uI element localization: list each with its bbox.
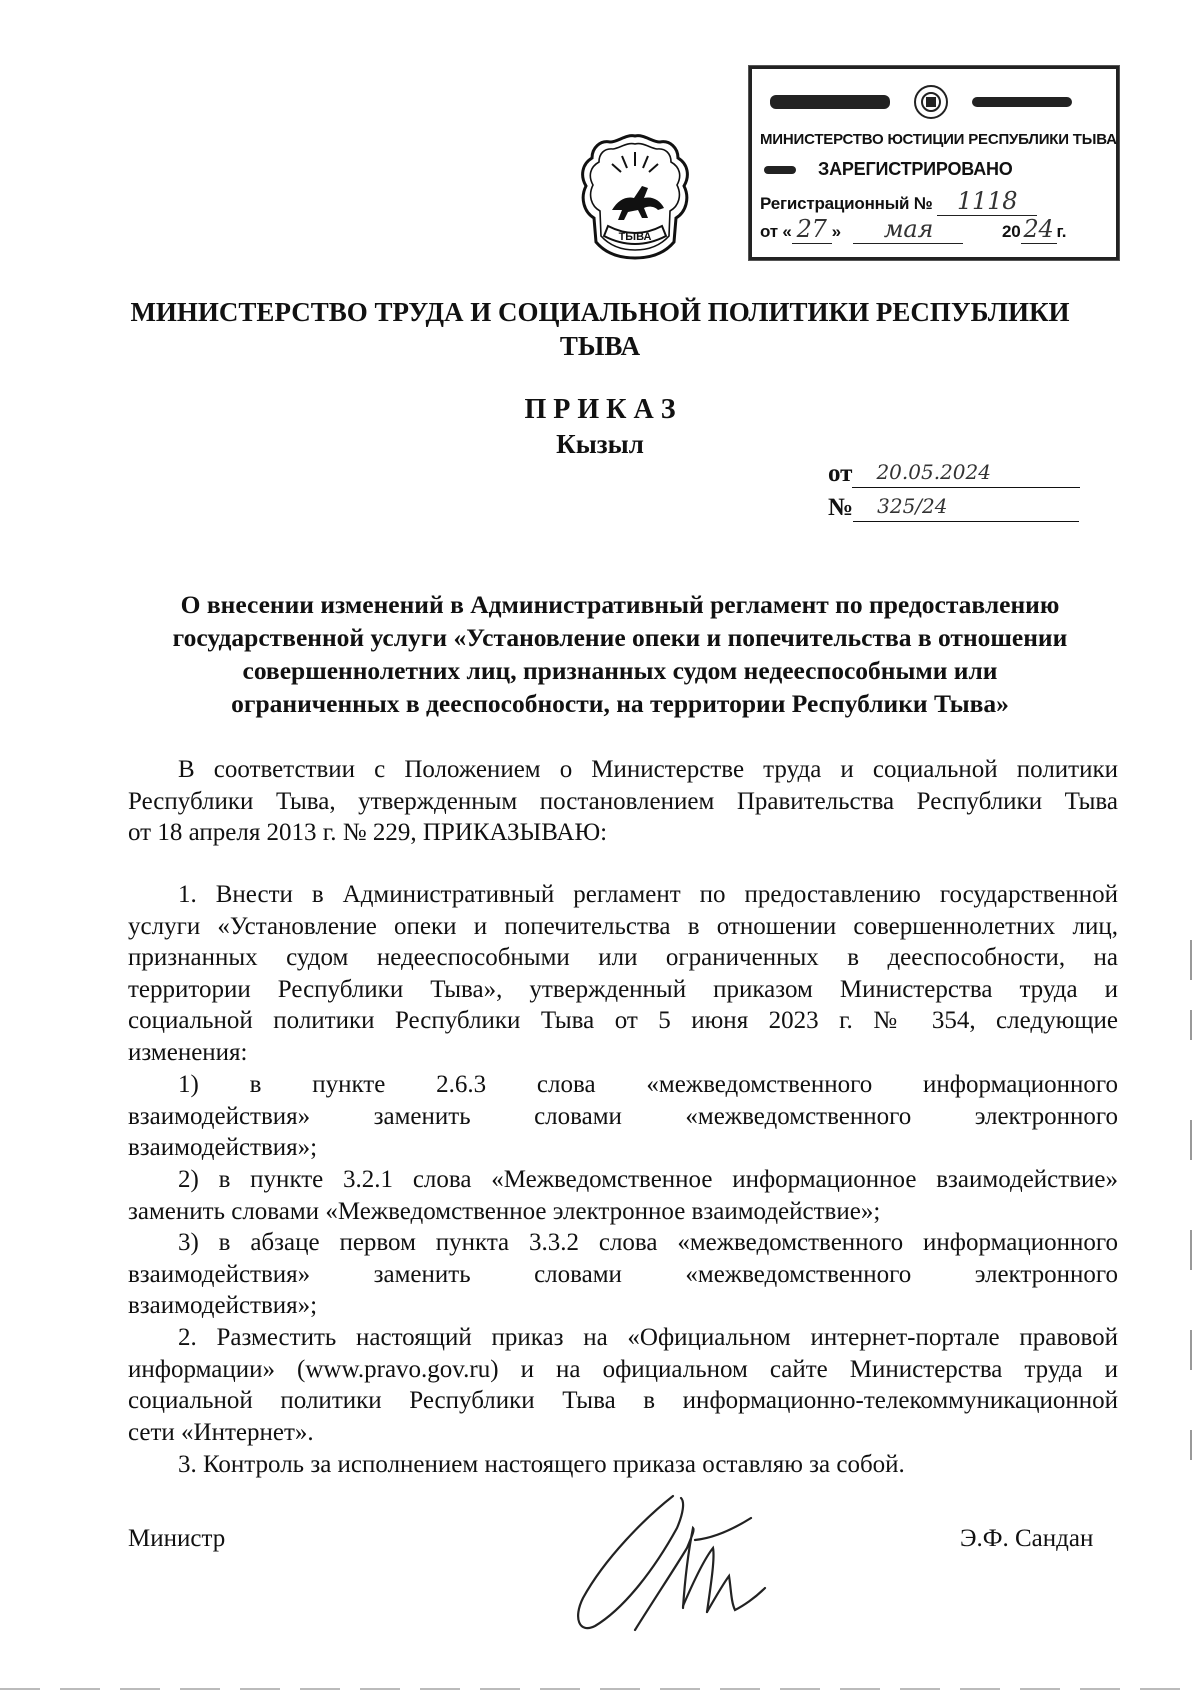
ministry-title-line1: МИНИСТЕРСТВО ТРУДА И СОЦИАЛЬНОЙ ПОЛИТИКИ РЕСПУБЛИКИ (130, 297, 1070, 327)
stamp-top-row (770, 83, 1072, 121)
subitem-1-paragraph (128, 1069, 1118, 1164)
order-date-label: от (828, 460, 853, 487)
stamp-date-month: мая (853, 215, 963, 244)
text-line: 2. Разместить настоящий приказ на «Официальном интернет-портале правовой (178, 1324, 1118, 1351)
handwritten-signature-icon (565, 1488, 805, 1638)
stamp-date-year: 24 (1021, 215, 1057, 244)
doc-type: П Р И К А З (524, 394, 676, 425)
stamp-regnum-label: Регистрационный № (760, 194, 933, 213)
city: Кызыл (556, 429, 644, 459)
scan-margin-mark (1190, 1120, 1192, 1160)
heading-line: совершеннолетних лиц, признанных судом недееспособными или (242, 656, 998, 685)
intro-paragraph (128, 754, 1118, 849)
scan-margin-mark (1190, 940, 1192, 980)
text-line: заменить словами «Межведомственное электронное взаимодействие»; (128, 1197, 881, 1225)
registration-stamp (749, 66, 1119, 260)
text-line: взаимодействия»; (128, 1134, 318, 1162)
text-line: территории Республики Тыва», утвержденный приказом Министерства труда и (128, 975, 1118, 1003)
text-line: взаимодействия» заменить словами «межведомственного электронного (128, 1260, 1118, 1288)
stamp-date-suffix: г. (1056, 222, 1067, 241)
scan-bottom-edge (0, 1688, 1200, 1690)
item-2-paragraph (128, 1322, 1118, 1448)
heading-line: государственной услуги «Установление опеки и попечительства в отношении (172, 623, 1068, 652)
scan-margin-mark (1190, 1330, 1192, 1370)
text-line: от 18 апреля 2013 г. № 229, ПРИКАЗЫВАЮ: (128, 819, 608, 847)
text-line: услуги «Установление опеки и попечительства в отношении совершеннолетних лиц, (128, 912, 1118, 940)
text-line: изменения: (128, 1038, 248, 1066)
order-number-field (828, 494, 1079, 522)
order-date-value: 20.05.2024 (852, 460, 1080, 488)
scan-margin-mark (1190, 1230, 1192, 1270)
item-3-paragraph (128, 1449, 1118, 1481)
subitem-2-paragraph (128, 1164, 1118, 1227)
heading-line: О внесении изменений в Административный регламент по предоставлению (180, 590, 1060, 619)
subitem-3-paragraph (128, 1227, 1118, 1322)
text-line: В соответствии с Положением о Министерстве труда и социальной политики (178, 756, 1118, 783)
text-line: социальной политики Республики Тыва в информационно-телекоммуникационной (128, 1387, 1118, 1415)
stamp-date-prefix: от « (760, 222, 792, 241)
text-line: сети «Интернет». (128, 1418, 314, 1446)
text-line: 1. Внести в Административный регламент по предоставлению государственной (178, 881, 1118, 908)
heading-line: ограниченных в дееспособности, на территории Республики Тыва» (231, 689, 1009, 718)
stamp-date-day: 27 (792, 215, 832, 244)
item-1-paragraph (128, 879, 1118, 1069)
stamp-regnum-line (760, 187, 1037, 216)
stamp-blot (764, 166, 796, 174)
tuva-emblem-icon (574, 130, 696, 262)
signatory-name: Э.Ф. Сандан (960, 1525, 1094, 1552)
text-line: 1) в пункте 2.6.3 слова «межведомственного информационного (178, 1071, 1118, 1098)
stamp-date-line (760, 215, 1066, 244)
stamp-ministry-line: МИНИСТЕРСТВО ЮСТИЦИИ РЕСПУБЛИКИ ТЫВА (760, 131, 1117, 148)
order-number-label: № (828, 494, 854, 521)
stamp-registered-line (764, 159, 1013, 180)
stamp-regnum-value: 1118 (937, 187, 1037, 216)
text-line: взаимодействия»; (128, 1292, 318, 1320)
signatory-position: Министр (128, 1525, 226, 1552)
stamp-emblem-icon (908, 83, 954, 121)
text-line: Республики Тыва, утвержденным постановлением Правительства Республики Тыва (128, 787, 1118, 815)
ministry-title-line2: ТЫВА (559, 331, 641, 361)
stamp-date-year-prefix: 20 (1002, 222, 1021, 241)
stamp-blot (770, 95, 890, 109)
text-line: социальной политики Республики Тыва от 5 июня 2023 г. № 354, следующие (128, 1007, 1118, 1035)
scan-margin-mark (1190, 1430, 1192, 1460)
svg-text:ТЫВА: ТЫВА (618, 231, 652, 243)
text-line: 3) в абзаце первом пункта 3.3.2 слова «межведомственного информационного (178, 1229, 1118, 1256)
stamp-date-mid: » (831, 222, 841, 241)
text-line: признанных судом недееспособными или ограниченных в дееспособности, на (128, 944, 1118, 972)
order-date-field (828, 460, 1080, 488)
order-number-value: 325/24 (853, 494, 1079, 522)
text-line: 3. Контроль за исполнением настоящего приказа оставляю за собой. (178, 1451, 905, 1478)
text-line: информации» (www.pravo.gov.ru) и на официальном сайте Министерства труда и (128, 1355, 1118, 1383)
text-line: взаимодействия» заменить словами «межведомственного электронного (128, 1102, 1118, 1130)
order-heading (120, 588, 1120, 720)
text-line: 2) в пункте 3.2.1 слова «Межведомственное информационное взаимодействие» (178, 1166, 1118, 1193)
stamp-blot (972, 97, 1072, 107)
stamp-registered-label: ЗАРЕГИСТРИРОВАНО (818, 159, 1013, 179)
scan-margin-mark (1190, 1010, 1192, 1040)
